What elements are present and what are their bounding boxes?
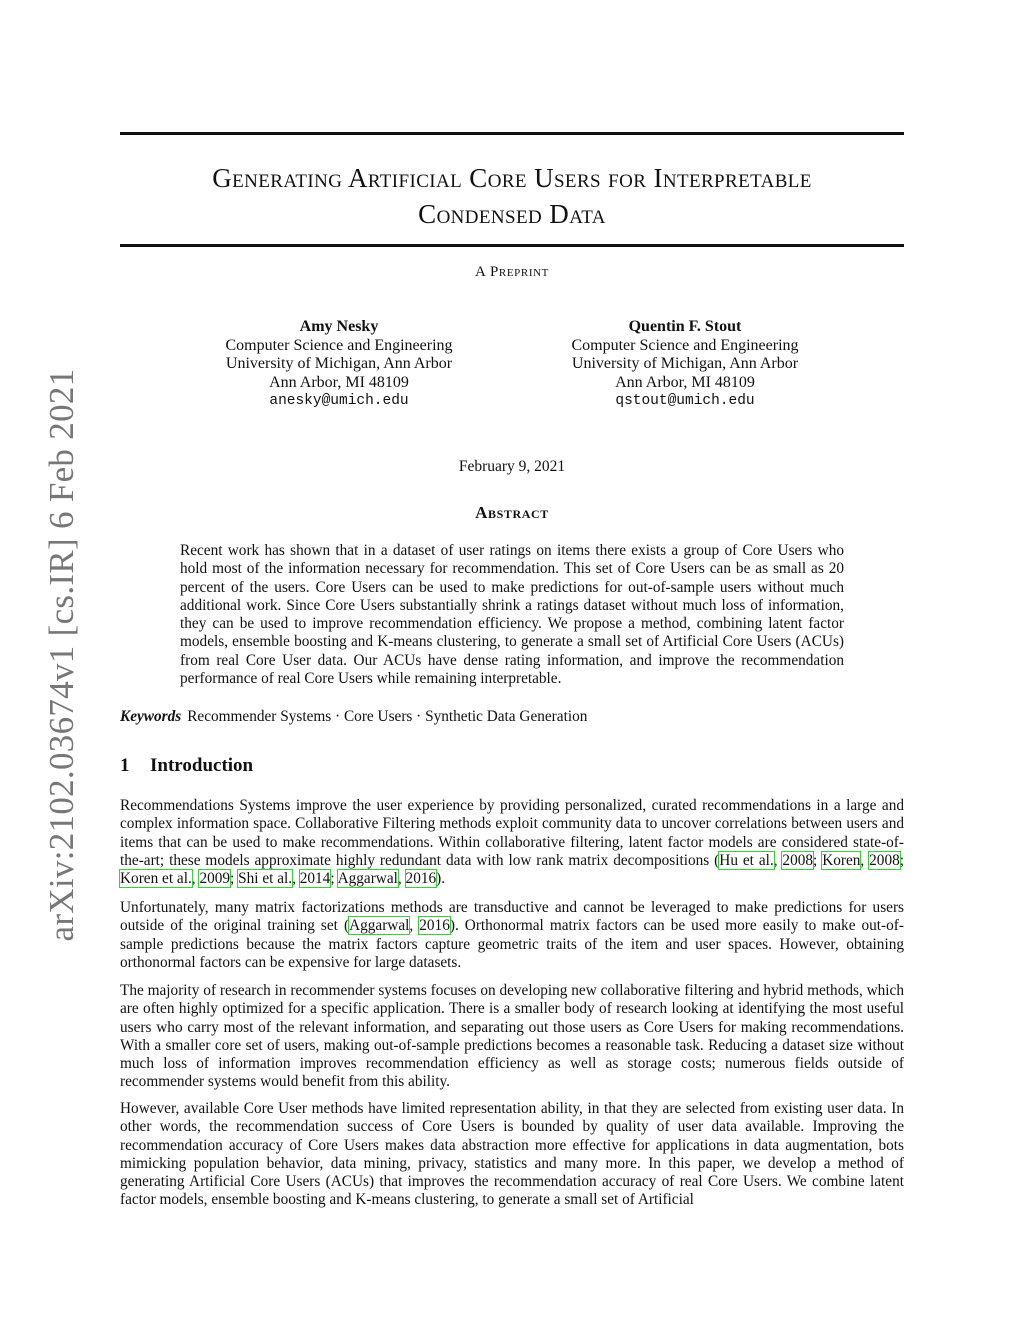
keywords-line — [120, 708, 904, 726]
keywords-text: Recommender Systems · Core Users · Synthetic Data Generation — [187, 708, 588, 725]
author-dept: Computer Science and Engineering — [571, 336, 799, 354]
arxiv-identifier: arXiv:2102.03674v1 [cs.IR] 6 Feb 2021 — [42, 368, 81, 942]
paragraph-text: ). — [436, 870, 446, 888]
author-address: Ann Arbor, MI 48109 — [615, 373, 755, 391]
section-heading — [120, 755, 253, 777]
citation-link[interactable]: 2016 — [419, 917, 450, 935]
title-line-1: Generating Artificial Core Users for Interpretable — [212, 163, 812, 193]
paragraph-text: Recommendations Systems improve the user experience by providing personalized, curated recommendations in a large and complex information space. Collaborative Filtering methods exploit community data to uncover correlations between users and items that can be used to make recommendations. Within collaborative filtering, latent factor models are considered state-of-the-art; these models approximate highly redundant data with low rank matrix decompositions ( — [120, 797, 904, 869]
citation-link[interactable]: Aggarwal — [349, 917, 410, 935]
author-name: Quentin F. Stout — [628, 318, 742, 335]
citation-sep: ; — [230, 870, 239, 888]
citation-link[interactable]: Koren et al. — [120, 870, 192, 888]
author-university: University of Michigan, Ann Arbor — [571, 355, 799, 372]
author-email[interactable]: qstout@umich.edu — [615, 393, 755, 409]
preprint-label: A Preprint — [475, 264, 549, 280]
citation-link[interactable]: 2016 — [405, 870, 437, 888]
author-email[interactable]: anesky@umich.edu — [269, 393, 409, 409]
section-title: Introduction — [150, 755, 254, 776]
author-dept: Computer Science and Engineering — [225, 336, 453, 354]
citation-sep: ; — [330, 870, 338, 888]
keywords-label: Keywords — [120, 708, 182, 725]
citation-link[interactable]: Hu et al. — [719, 851, 774, 869]
abstract-text: Recent work has shown that in a dataset of user ratings on items there exists a group of Core Users who hold most of the information necessary for recommendation. This set of Core Users can be as small as 20 percent of the users. Core Users can be used to make predictions for out-of-sample users without much additional work. Since Core Users substantially shrink a ratings dataset without much loss of information, they can be used to improve recommendation efficiency. We propose a method, combining latent factor models, ensemble boosting and K-means clustering, to generate a small set of Artificial Core Users (ACUs) from real Core User data. Our ACUs have dense rating information, and improve the recommendation performance of real Core Users while remaining interpretable. — [180, 542, 844, 688]
title-bottom-rule — [120, 244, 904, 247]
paragraph-3: The majority of research in recommender systems focuses on developing new collaborative filtering and hybrid methods, which are often highly optimized for a specific application. There is a smaller body of research looking at identifying the most useful users who carry most of the relevant information, and separating out those users as Core Users for making recommendations. With a smaller core set of users, making out-of-sample predictions becomes a reasonable task. Reducing a dataset size without much loss of information improves recommendation efficiency as well as storage costs; numerous fields outside of recommender systems would benefit from this ability. — [120, 982, 904, 1091]
citation-sep: , — [860, 851, 870, 869]
paper-title — [120, 160, 904, 232]
citation-sep: , — [397, 870, 406, 888]
paragraph-1 — [120, 797, 904, 888]
paragraph-4: However, available Core User methods have limited representation ability, in that they are selected from existing user data. In other words, the recommendation success of Core Users is bounded by quality of user data available. Improving the recommendation accuracy of Core Users makes data abstraction more effective for applications in data augmentation, bots mimicking population behavior, data mining, privacy, statistics and many more. In this paper, we develop a method of generating Artificial Core Users (ACUs) that improves the recommendation accuracy of real Core Users. We combine latent factor models, ensemble boosting and K-means clustering, to generate a small set of Artificial — [120, 1100, 904, 1209]
title-top-rule — [120, 132, 904, 135]
author-block-2 — [535, 318, 835, 411]
citation-link[interactable]: Aggarwal — [337, 870, 398, 888]
title-line-2: Condensed Data — [418, 199, 606, 229]
author-address: Ann Arbor, MI 48109 — [269, 373, 409, 391]
author-name: Amy Nesky — [299, 318, 379, 335]
citation-sep: , — [773, 851, 783, 869]
citation-sep: ; — [899, 851, 904, 869]
citation-link[interactable]: 2014 — [299, 870, 331, 888]
citation-link[interactable]: 2008 — [782, 851, 814, 869]
citation-link[interactable]: 2009 — [199, 870, 231, 888]
paragraph-text: Unfortunately, many matrix factorizations methods are transductive and cannot be leveraged to make predictions for users outside of the original training set ( — [120, 899, 904, 935]
citation-sep: , — [292, 870, 300, 888]
section-number: 1 — [120, 755, 130, 776]
author-block-1 — [189, 318, 489, 411]
paragraph-2 — [120, 899, 904, 972]
author-university: University of Michigan, Ann Arbor — [225, 355, 453, 372]
citation-sep: , — [409, 917, 420, 935]
abstract-heading: Abstract — [475, 503, 549, 522]
citation-sep: ; — [813, 851, 823, 869]
citation-link[interactable]: Shi et al. — [238, 870, 293, 888]
publication-date: February 9, 2021 — [458, 458, 566, 475]
citation-sep: , — [191, 870, 200, 888]
paragraph-text: ). Orthonormal matrix factors can be used more easily to make out-of-sample predictions because the matrix factors capture geometric traits of the item and user spaces. However, obtaining orthonormal factors can be expensive for large datasets. — [120, 917, 904, 971]
citation-link[interactable]: Koren — [822, 851, 861, 869]
citation-link[interactable]: 2008 — [869, 851, 900, 869]
